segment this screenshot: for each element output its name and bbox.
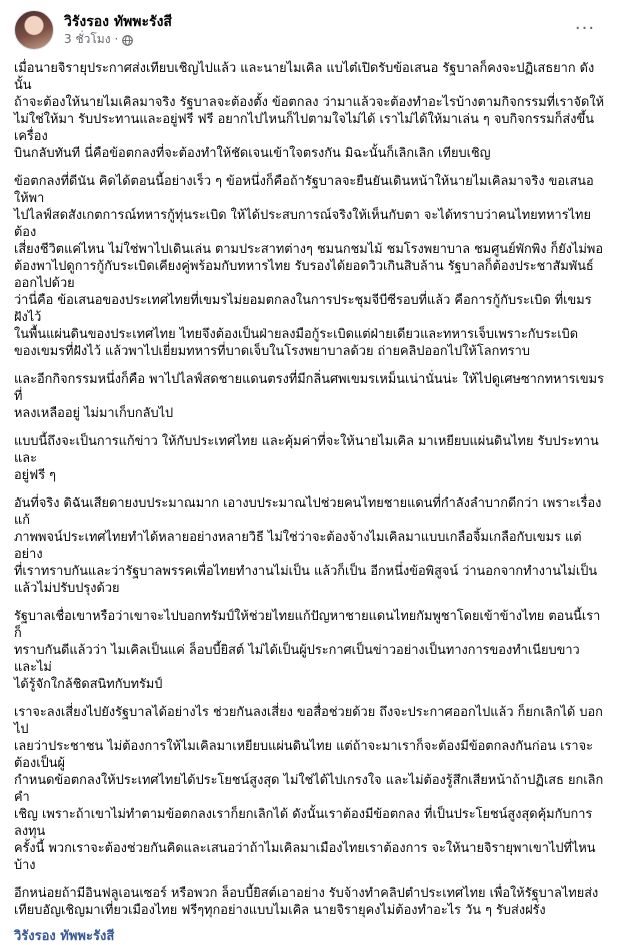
post-meta [64,13,172,47]
post-subline [64,31,172,47]
post-paragraph: อันที่จริง ดิฉันเสียดายงบประมาณมาก เอางบประมาณไปช่วยคนไทยชายแดนที่กำลังลำบากดีกว่า เพราะเรื่องแก้ ภาพพจน์ประเทศไทยทำได้หลายอย่างหลายวิธี ไม่ใช่ว่าจะต้องจ้างไมเคิลมาแบบเกลือจิ้มเกลือกับเขมร แต่อย่าง ที่เราทราบกันและว่ารัฐบาลพรรคเพื่อไทยทำงานไม่เป็น แล้วก็เป็น อีกหนึ่งข้อพิสูจน์ ว่านอกจากทำงานไม่เป็น แล้วไม่ปรับปรุงด้วย [14,496,602,596]
author-avatar[interactable] [14,10,54,50]
post-signature: วิรังรอง ทัพพะรังสี [14,929,115,944]
post-paragraph: ข้อตกลงที่ดีนัน คิดได้ตอนนี้อย่างเร็ว ๆ ข้อหนึ่งก็คือถ้ารัฐบาลจะยืนยันเดินหน้าให้นายไมเคิลมาจริง ขอเสนอให้พา ไปไลฟ์สดสังเกตการณ์ทหารกู้ทุ่นระเบิด ให้ได้ประสบการณ์จริงให้เห็นกับตา จะได้ทราบว่าคนไทยทหารไทยต้อง เสี่ยงชีวิตแค่ไหน ไม่ใช่พาไปเดินเล่น ตามประสาทต่างๆ ชมนกชมไม้ ชมโรงพยาบาล ชมศูนย์พักพิง ก็ยังไม่พอ ต้องพาไปดูการกู้กับระเบิดเคียงคู่พร้อมกับทหารไทย รับรองได้ยอดวิวเกินสิบล้าน รัฐบาลก็ต้องประชาสัมพันธ์ออกไปด้วย ว่านี่คือ ข้อเสนอของประเทศไทยที่เขมรไม่ยอมตกลงในการประชุมจีบีซีรอบที่แล้ว คือการกู้กับระเบิด ที่เขมรฝังไว้ ในพื้นแผ่นดินของประเทศไทย ไทยจึงต้องเป็นฝ่ายลงมือกู้ระเบิดแต่ฝ่ายเดียวและทหารเจ็บเพราะกับระเบิด ของเขมรที่ฝังไว้ แล้วพาไปเยี่ยมทหารที่บาดเจ็บในโรงพยาบาลด้วย ถ่ายคลิปออกไปให้โลกทราบ [14,174,604,359]
author-name[interactable]: วิรังรอง ทัพพะรังสี [64,14,172,30]
globe-icon[interactable] [122,34,133,45]
post-timestamp[interactable]: 3 ชั่วโมง [64,32,111,46]
post-header [14,10,605,50]
post-paragraph: และอีกกิจกรรมหนึ่งก็คือ พาไปไลฟ์สดชายแดนตรงที่มีกลิ่นศพเขมรเหม็นเน่านั่นน่ะ ให้ไปดูเศษซากทหารเขมรที่ หลงเหลืออยู่ ไม่มาเก็บกลับไป [14,372,604,421]
post-paragraph: เราจะลงเสี่ยงไปยังรัฐบาลได้อย่างไร ช่วยกันลงเสี่ยง ขอสื่อช่วยด้วย ถึงจะประกาศออกไปแล้ว ก็ยกเลิกได้ บอกไป เลยว่าประชาชน ไม่ต้องการให้ไมเคิลมาเหยียบแผ่นดินไทย แต่ถ้าจะมาเราก็จะต้องมีข้อตกลงกันก่อน เราจะต้องเป็นผู้ กำหนดข้อตกลงให้ประเทศไทยได้ประโยชน์สูงสุด ไม่ใช่ได้ไปเกรงใจ และไม่ต้องรู้สึกเสียหน้าถ้าปฏิเสธ ยกเลิกคำ เชิญ เพราะถ้าเขาไม่ทำตามข้อตกลงเราก็ยกเลิกได้ ดังนั้นเราต้องมีข้อตกลง ที่เป็นประโยชน์สูงสุดคุ้มกับการลงทุน ครั้งนี้ พวกเราจะต้องช่วยกันคิดและเสนอว่าถ้าไมเคิลมาเมืองไทยเราต้องการ จะให้นายจิรายุพาเขาไปที่ไหนบ้าง [14,705,604,873]
post-body [14,60,605,945]
post-paragraph: แบบนี้ถึงจะเป็นการแก้ข่าว ให้กับประเทศไทย และคุ้มค่าที่จะให้นายไมเคิล มาเหยียบแผ่นดินไทย รับประทานและ อยู่ฟรี ๆ [14,434,599,483]
separator-dot: · [114,32,119,46]
more-options-icon[interactable]: ··· [574,17,596,39]
post-paragraph: เมื่อนายจิรายุประกาศส่งเทียบเชิญไปแล้ว และนายไมเคิล แบไต๋เปิดรับข้อเสนอ รัฐบาลก็คงจะปฏิเสธยาก ดังนั้น ถ้าจะต้องให้นายไมเคิลมาจริง รัฐบาลจะต้องตั้ง ข้อตกลง ว่ามาแล้วจะต้องทำอะไรบ้างตามกิจกรรมที่เราจัดให้ ไม่ใช่ให้มา รับประทานและอยู่ฟรี ฟรี อยากไปไหนก็ไปตามใจไม่ได้ เราไม่ได้ให้มาเล่น ๆ จบกิจกรรมก็ส่งขึ้นเครื่อง บินกลับทันที นี่คือข้อตกลงที่จะต้องทำให้ชัดเจนเข้าใจตรงกัน มิฉะนั้นก็เลิกเลิก เทียบเชิญ [14,61,604,161]
post-paragraph: รัฐบาลเชื่อเขาหรือว่าเขาจะไปบอกทรัมป์ให้ช่วยไทยแก้ปัญหาชายแดนไทยกัมพูชาโดยเข้าข้างไทย ตอนนี้เราก็ ทราบกันดีแล้วว่า ไมเคิลเป็นแค่ ล็อบบี้ยิสต์ ไม่ได้เป็นผู้ประกาศเป็นข่าวอย่างเป็นทางการของทำเนียบขาว และไม่ ได้รู้จักใกล้ชิดสนิทกับทรัมป์ [14,609,601,692]
post-paragraph: อีกหน่อยถ้ามีอินฟลูเอนเซอร์ หรือพวก ล็อบบี้ยิสต์เอาอย่าง รับจ้างทำคลิปตำประเทศไทย เพื่อให้รัฐบาลไทยส่ง เทียบอัญเชิญมาเที่ยวเมืองไทย ฟรีๆทุกอย่างแบบไมเคิล นายจิรายุคงไม่ต้องทำอะไร วัน ๆ รับส่งฝรั่ง [14,886,599,918]
